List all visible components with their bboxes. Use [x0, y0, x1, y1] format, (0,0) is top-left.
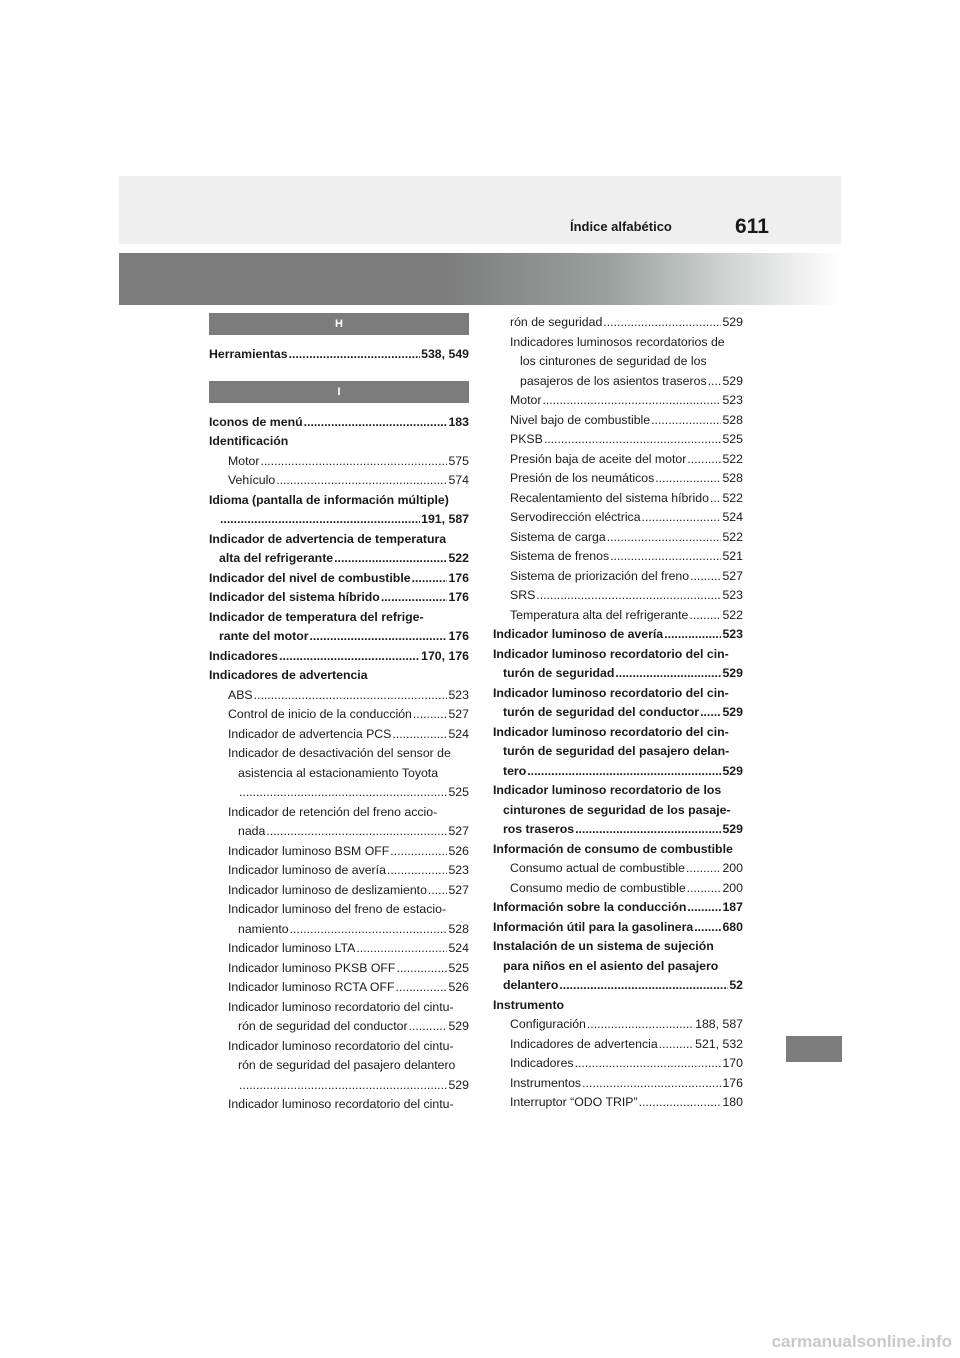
dot-leader — [651, 411, 721, 431]
page-reference[interactable]: 522 — [722, 607, 743, 622]
entry-text: turón de seguridad del conductor — [503, 705, 700, 719]
chapter-gradient-bar — [119, 253, 841, 305]
dot-leader — [615, 664, 721, 684]
entry-text: Iconos de menú — [209, 414, 303, 429]
entry-text: Control de inicio de la conducción — [228, 707, 412, 721]
index-subentry — [493, 1093, 743, 1113]
page-reference[interactable]: 200 — [722, 861, 743, 875]
dot-leader — [396, 978, 448, 998]
entry-text: rón de seguridad — [510, 315, 603, 329]
index-entry — [493, 898, 743, 918]
index-entry — [209, 345, 469, 365]
dot-leader — [290, 920, 448, 940]
dot-leader — [310, 627, 448, 647]
index-subentry — [493, 313, 743, 333]
entry-text: los cinturones de seguridad de los — [520, 354, 707, 368]
entry-text: Servodirección eléctrica — [510, 510, 641, 524]
index-entry — [493, 625, 743, 645]
index-entry — [209, 588, 469, 608]
entry-text: Indicador luminoso recordatorio del cintu- — [228, 999, 454, 1014]
page-reference[interactable]: 176 — [448, 629, 469, 643]
thumb-index-tab — [786, 1036, 842, 1062]
entry-text: cinturones de seguridad de los pasaje- — [503, 802, 731, 817]
entry-text: Indicadores — [209, 648, 279, 663]
page-reference[interactable]: 525 — [722, 432, 743, 446]
index-subentry — [493, 391, 743, 411]
entry-text: Indicador del sistema híbrido — [209, 590, 380, 604]
index-subentry — [209, 978, 469, 998]
dot-leader — [392, 725, 447, 745]
page-reference[interactable]: 529 — [448, 1077, 469, 1092]
page-reference[interactable]: 176 — [448, 570, 469, 585]
index-entry — [209, 647, 469, 667]
dot-leader — [276, 471, 447, 491]
dot-leader — [413, 705, 448, 725]
entry-text: Indicador luminoso PKSB OFF — [228, 960, 396, 975]
index-entry — [493, 781, 743, 840]
entry-text: rante del motor — [219, 629, 309, 643]
dot-leader — [610, 547, 721, 567]
entry-text: alta del refrigerante — [219, 551, 334, 565]
entry-text: rón de seguridad del conductor — [238, 1019, 408, 1033]
entry-text: Instalación de un sistema de sujeción — [493, 939, 714, 953]
entry-text: Indicador de retención del freno accio- — [228, 804, 438, 819]
index-entry — [493, 723, 743, 782]
index-subentry — [493, 1074, 743, 1094]
entry-text: ABS — [228, 687, 253, 702]
entry-text: turón de seguridad — [503, 666, 615, 680]
index-subentry — [493, 1054, 743, 1074]
index-subentry — [209, 452, 469, 472]
dot-leader — [356, 939, 447, 959]
page-reference[interactable]: 528 — [722, 412, 743, 427]
index-subentry — [209, 744, 469, 803]
entry-text: delantero — [503, 978, 559, 992]
entry-text: Indicador de advertencia PCS — [228, 726, 392, 741]
entry-text: rón de seguridad del pasajero delantero — [238, 1058, 456, 1072]
entry-text: Indicador luminoso BSM OFF — [228, 843, 390, 858]
page-reference[interactable]: 525 — [448, 960, 469, 975]
index-entry — [493, 684, 743, 723]
dot-leader — [642, 508, 722, 528]
dot-leader — [396, 959, 447, 979]
page-reference[interactable]: 529 — [722, 705, 743, 719]
page-reference[interactable]: 200 — [722, 880, 743, 895]
dot-leader — [239, 1076, 447, 1096]
entry-text: Información de consumo de combustible — [493, 841, 733, 856]
page-reference[interactable]: 528 — [722, 471, 743, 485]
index-subentry — [493, 879, 743, 899]
index-letter-heading: I — [209, 381, 469, 403]
index-entry — [209, 569, 469, 589]
page-reference[interactable]: 522 — [448, 551, 469, 565]
entry-text: Información útil para la gasolinera — [493, 919, 694, 934]
entry-text: Instrumentos — [510, 1075, 582, 1090]
index-subentry — [493, 411, 743, 431]
page-reference[interactable]: 176 — [448, 590, 469, 604]
index-subentry — [209, 939, 469, 959]
page-reference[interactable]: 187 — [722, 900, 743, 914]
page-reference[interactable]: 191, 587 — [421, 512, 469, 526]
dot-leader — [289, 345, 421, 365]
dot-leader — [542, 391, 721, 411]
index-entry — [493, 996, 743, 1016]
entry-text: Indicador luminoso del freno de estacio- — [228, 902, 447, 916]
dot-leader — [381, 588, 448, 608]
entry-text: Indicador luminoso de avería — [228, 863, 386, 877]
page-reference[interactable]: 574 — [448, 473, 469, 487]
page-reference[interactable]: 523 — [722, 393, 743, 407]
dot-leader — [694, 918, 721, 938]
entry-text: Indicadores de advertencia — [510, 1036, 658, 1051]
entry-text: Indicador luminoso recordatorio del cin- — [493, 685, 729, 700]
entry-text: tero — [503, 763, 527, 778]
entry-text: Indicador luminoso recordatorio del cintu- — [228, 1097, 454, 1111]
dot-leader — [536, 586, 721, 606]
index-subentry — [209, 881, 469, 901]
dot-leader — [687, 879, 722, 899]
index-subentry — [493, 586, 743, 606]
dot-leader — [527, 762, 721, 782]
index-subentry — [493, 508, 743, 528]
entry-text: Interruptor “ODO TRIP” — [510, 1095, 638, 1109]
dot-leader — [220, 510, 420, 530]
page-reference[interactable]: 523 — [722, 627, 743, 641]
dot-leader — [664, 625, 721, 645]
dot-leader — [390, 842, 447, 862]
entry-text: Sistema de carga — [510, 529, 606, 544]
index-entry — [209, 432, 469, 452]
entry-text: Indicador luminoso recordatorio de los — [493, 783, 722, 797]
page-reference[interactable]: 170, 176 — [421, 648, 469, 663]
index-subentry — [493, 528, 743, 548]
entry-text: Motor — [510, 393, 542, 407]
index-subentry — [209, 1095, 469, 1115]
page-reference[interactable]: 523 — [448, 687, 469, 702]
dot-leader — [710, 489, 722, 509]
index-subentry — [209, 959, 469, 979]
page-reference[interactable]: 525 — [448, 785, 469, 799]
dot-leader — [260, 452, 447, 472]
entry-text: namiento — [238, 921, 289, 936]
index-entry — [493, 645, 743, 684]
page-reference[interactable]: 188, 587 — [695, 1017, 743, 1031]
index-entry — [209, 608, 469, 647]
entry-text: Presión de los neumáticos — [510, 471, 655, 485]
entry-text: Motor — [228, 453, 260, 468]
page-reference[interactable]: 529 — [448, 1019, 469, 1033]
dot-leader — [708, 372, 722, 392]
index-subentry — [493, 333, 743, 392]
entry-text: turón de seguridad del pasajero delan- — [503, 744, 730, 758]
entry-text: SRS — [510, 588, 536, 602]
dot-leader — [690, 567, 721, 587]
index-subentry — [493, 547, 743, 567]
entry-text: Sistema de frenos — [510, 549, 610, 563]
page-reference[interactable]: 180 — [722, 1095, 743, 1109]
entry-text: Vehículo — [228, 473, 276, 487]
dot-leader — [575, 1054, 722, 1074]
entry-text: ros traseros — [503, 822, 575, 836]
page-reference[interactable]: 527 — [448, 824, 469, 838]
dot-leader — [700, 703, 721, 723]
entry-text: Temperatura alta del refrigerante — [510, 607, 689, 622]
dot-leader — [387, 861, 448, 881]
page-reference[interactable]: 526 — [448, 980, 469, 994]
index-subentry — [209, 998, 469, 1037]
entry-text: nada — [238, 824, 266, 838]
header-band — [119, 176, 841, 244]
index-subentry — [209, 705, 469, 725]
page-reference[interactable]: 521 — [722, 549, 743, 563]
entry-text: Indicadores de advertencia — [209, 668, 368, 682]
page-reference[interactable]: 527 — [722, 568, 743, 583]
index-subentry — [493, 606, 743, 626]
page-reference[interactable]: 529 — [722, 315, 743, 329]
watermark: carmanualsonline.info — [771, 1332, 952, 1351]
index-subentry — [493, 1035, 743, 1055]
page-reference[interactable]: 522 — [722, 451, 743, 466]
index-subentry — [493, 859, 743, 879]
entry-text: Indicadores — [510, 1056, 574, 1070]
entry-text: para niños en el asiento del pasajero — [503, 958, 719, 973]
dot-leader — [239, 783, 447, 803]
index-subentry — [493, 567, 743, 587]
page-reference[interactable]: 524 — [448, 941, 469, 955]
entry-text: Indicador de temperatura del refrige- — [209, 609, 424, 624]
page-reference[interactable]: 524 — [722, 510, 743, 524]
index-entry — [209, 491, 469, 530]
entry-text: Indicador luminoso de avería — [493, 627, 664, 641]
entry-text: Identificación — [209, 434, 289, 448]
index-column-left — [209, 313, 469, 1115]
dot-leader — [254, 686, 448, 706]
page-reference[interactable]: 526 — [448, 843, 469, 858]
dot-leader — [689, 606, 721, 626]
index-column-right — [493, 313, 743, 1113]
index-subentry — [209, 725, 469, 745]
page-reference[interactable]: 176 — [722, 1075, 743, 1090]
page-reference[interactable]: 527 — [448, 707, 469, 721]
entry-text: Indicador luminoso recordatorio del cin- — [493, 646, 729, 661]
page-reference[interactable]: 529 — [722, 763, 743, 778]
index-subentry — [209, 471, 469, 491]
index-entry — [209, 413, 469, 433]
index-subentry — [209, 861, 469, 881]
dot-leader — [575, 820, 721, 840]
entry-text: Sistema de priorización del freno — [510, 568, 690, 583]
dot-leader — [428, 881, 448, 901]
index-subentry — [209, 803, 469, 842]
entry-text: PKSB — [510, 432, 543, 446]
index-entry — [493, 918, 743, 938]
entry-text: Configuración — [510, 1017, 586, 1031]
index-letter-heading: H — [209, 313, 469, 335]
dot-leader — [639, 1093, 722, 1113]
dot-leader — [607, 528, 722, 548]
dot-leader — [687, 898, 721, 918]
entry-text: Indicadores luminosos recordatorios de — [510, 334, 725, 349]
index-entry — [493, 840, 743, 860]
entry-text: Indicador luminoso recordatorio del cin- — [493, 724, 729, 739]
index-subentry — [493, 489, 743, 509]
index-subentry — [209, 1037, 469, 1096]
page-number: 611 — [735, 215, 769, 238]
dot-leader — [334, 549, 447, 569]
index-subentry — [209, 686, 469, 706]
page-reference[interactable]: 680 — [722, 919, 743, 934]
index-subentry — [209, 900, 469, 939]
page-reference[interactable]: 575 — [448, 453, 469, 468]
entry-text: Instrumento — [493, 997, 565, 1012]
page-reference[interactable]: 527 — [448, 882, 469, 897]
entry-text: Nivel bajo de combustible — [510, 412, 651, 427]
page-reference[interactable]: 522 — [722, 529, 743, 544]
page-reference[interactable]: 529 — [722, 373, 743, 388]
entry-text: asistencia al estacionamiento Toyota — [238, 765, 439, 780]
dot-leader — [304, 413, 448, 433]
page-reference[interactable]: 183 — [448, 414, 469, 429]
entry-text: pasajeros de los asientos traseros — [520, 373, 707, 388]
section-gap — [209, 365, 469, 381]
entry-text: Información sobre la conducción — [493, 900, 687, 914]
page-reference[interactable]: 52 — [729, 978, 743, 992]
page-reference[interactable]: 522 — [722, 490, 743, 505]
page-reference[interactable]: 523 — [448, 863, 469, 877]
index-entry — [493, 937, 743, 996]
index-subentry — [493, 450, 743, 470]
entry-text: Consumo medio de combustible — [510, 880, 686, 895]
entry-text: Indicador de desactivación del sensor de — [228, 746, 451, 760]
dot-leader — [659, 1035, 694, 1055]
entry-text: Indicador luminoso de deslizamiento — [228, 882, 427, 897]
entry-text: Indicador de advertencia de temperatura — [209, 531, 447, 546]
index-subentry — [493, 1015, 743, 1035]
page-reference[interactable]: 524 — [448, 726, 469, 741]
dot-leader — [279, 647, 420, 667]
dot-leader — [412, 569, 448, 589]
entry-text: Recalentamiento del sistema híbrido — [510, 490, 709, 505]
page-reference[interactable]: 521, 532 — [695, 1036, 743, 1051]
section-title: Índice alfabético — [570, 219, 672, 234]
page-reference[interactable]: 538, 549 — [421, 347, 469, 361]
page-reference[interactable]: 529 — [722, 666, 743, 680]
dot-leader — [266, 822, 447, 842]
dot-leader — [587, 1015, 694, 1035]
index-subentry — [493, 430, 743, 450]
entry-text: Presión baja de aceite del motor — [510, 451, 687, 466]
dot-leader — [544, 430, 722, 450]
index-entry — [209, 530, 469, 569]
dot-leader — [686, 859, 721, 879]
entry-text: Idioma (pantalla de información múltiple) — [209, 492, 449, 507]
entry-text: Indicador del nivel de combustible — [209, 570, 411, 585]
dot-leader — [582, 1074, 721, 1094]
page-reference[interactable]: 528 — [448, 921, 469, 936]
index-entry — [209, 666, 469, 686]
entry-text: Indicador luminoso recordatorio del cintu- — [228, 1038, 454, 1053]
dot-leader — [687, 450, 721, 470]
dot-leader — [603, 313, 721, 333]
index-subentry — [493, 469, 743, 489]
index-subentry — [209, 842, 469, 862]
dot-leader — [409, 1017, 448, 1037]
page-reference[interactable]: 170 — [722, 1056, 743, 1070]
entry-text: Indicador luminoso RCTA OFF — [228, 980, 395, 994]
entry-text: Indicador luminoso LTA — [228, 941, 356, 955]
entry-text: Consumo actual de combustible — [510, 861, 685, 875]
dot-leader — [559, 976, 728, 996]
dot-leader — [655, 469, 721, 489]
page-reference[interactable]: 529 — [722, 822, 743, 836]
page-reference[interactable]: 523 — [722, 588, 743, 602]
entry-text: Herramientas — [209, 347, 288, 361]
